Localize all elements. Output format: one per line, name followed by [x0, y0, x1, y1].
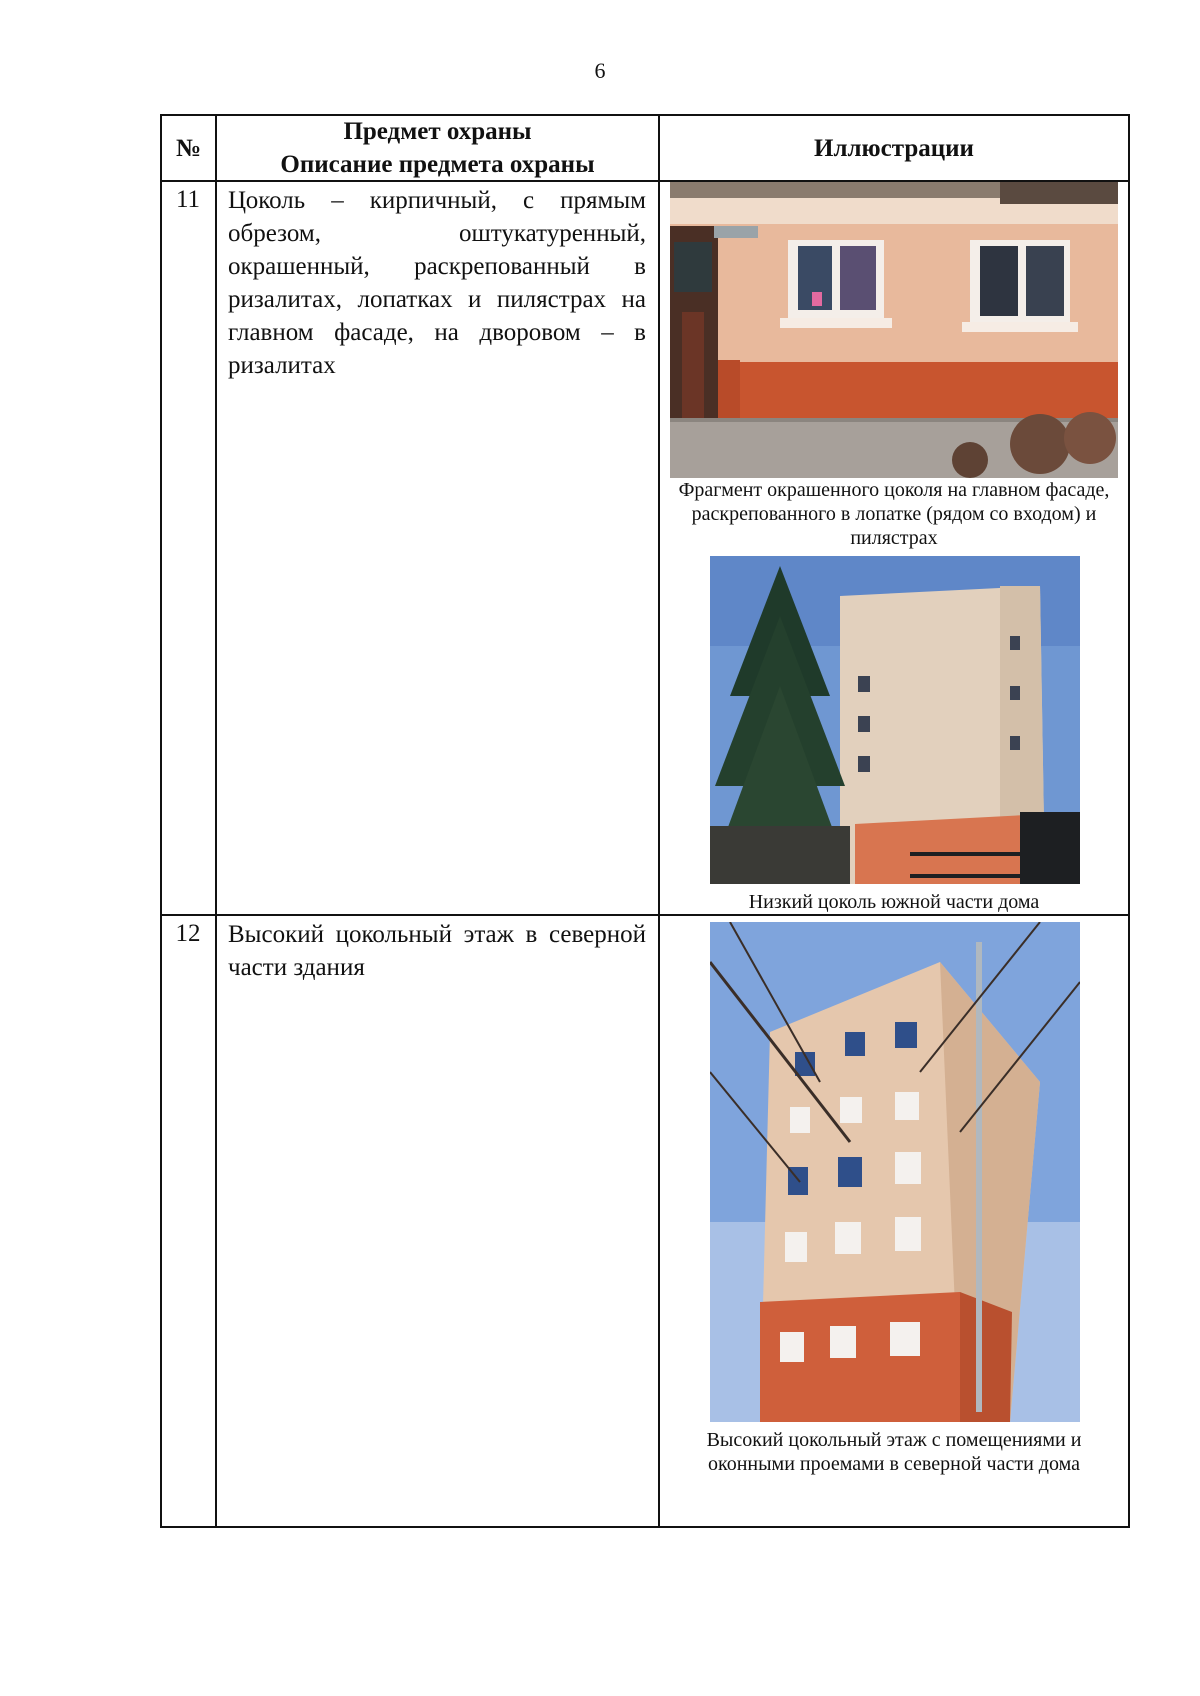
header-number — [162, 116, 215, 180]
header-number-label: № — [175, 134, 202, 162]
row-12-description: Высокий цокольный этаж в северной части здания — [228, 921, 646, 981]
heritage-table — [160, 114, 1130, 1528]
photo-north-part-high-basement — [710, 922, 1080, 1422]
caption-plinth-main-facade: Фрагмент окрашенного цоколя на главном фасаде, раскрепованного в лопатке (рядом со входом) и пилястрах — [678, 479, 1110, 549]
header-illustrations — [660, 116, 1128, 180]
header-subject-title: Предмет охраны — [343, 118, 532, 145]
caption-north-part-high-basement: Высокий цокольный этаж с помещениями и оконными проемами в северной части дома — [706, 1429, 1082, 1475]
header-illustrations-label: Иллюстрации — [814, 134, 974, 162]
row-11-number: 11 — [175, 186, 201, 213]
photo-plinth-main-facade — [670, 182, 1118, 478]
photo-south-part-low-plinth — [710, 556, 1080, 884]
header-subject-description: Описание предмета охраны — [280, 151, 595, 178]
row-12-number: 12 — [175, 920, 201, 947]
caption-south-part-low-plinth: Низкий цоколь южной части дома — [748, 891, 1040, 913]
page-number: 6 — [594, 58, 606, 83]
row-11-description: Цоколь – кирпичный, с прямым обрезом, оштукатуренный, окрашенный, раскрепованный в ризалитах, лопатках и пилястрах на главном фасаде, на дворовом – в ризалитах — [228, 187, 646, 379]
header-subject — [217, 116, 658, 180]
